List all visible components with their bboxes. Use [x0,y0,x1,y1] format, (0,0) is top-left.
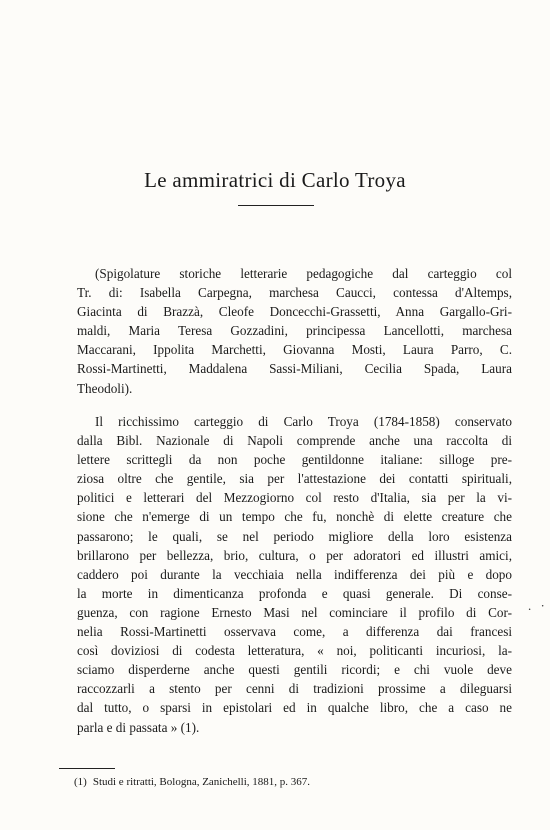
body-line: sione che n'emerge di un tempo che fu, nonchè di elette creature che [77,509,512,525]
body-line: raccozzarli a stento per cenni di tradizioni prossime a dileguarsi [77,681,512,697]
body-line: così doviziosi di codesta letteratura, « noi, politicanti incuriosi, la- [77,643,512,659]
footnote-text: Studi e ritratti, Bologna, Zanichelli, 1881, p. 367. [92,776,311,788]
margin-mark: . · [528,598,548,613]
body-paragraph [77,412,512,737]
body-line: passarono; le quali, se nel periodo migliore della loro esistenza [77,528,512,544]
body-line: guenza, con ragione Ernesto Masi nel cominciare il profilo di Cor- [77,604,512,620]
footnote-marker: (1) [74,776,87,788]
body-line: politici e letterari del Mezzogiorno col resto d'Italia, sia per la vi- [77,490,512,506]
intro-line: Theodoli). [77,380,133,396]
body-line: lettere scrittegli da non poche gentildonne italiane: silloge pre- [77,452,512,468]
chapter-title: Le ammiratrici di Carlo Troya [144,168,406,192]
intro-line: Maccarani, Ippolita Marchetti, Giovanna Mosti, Laura Parro, C. [77,342,512,358]
title-rule [238,205,314,206]
intro-paragraph [77,264,512,398]
body-line: la morte in dimenticanza profonda e quasi generale. Di conse- [77,585,512,601]
intro-line: maldi, Maria Teresa Gozzadini, principessa Lancellotti, marchesa [77,323,512,339]
body-line: brillarono per bellezza, brio, cultura, o per adoratori ed illustri amici, [77,547,512,563]
footnote-rule [59,768,115,769]
intro-line: Tr. di: Isabella Carpegna, marchesa Caucci, contessa d'Altemps, [77,285,512,301]
footnote [74,776,310,788]
body-line: ziosa oltre che gentile, sia per l'attestazione dei contatti spirituali, [77,471,512,487]
intro-line: Rossi-Martinetti, Maddalena Sassi-Miliani, Cecilia Spada, Laura [77,361,512,377]
body-line: Il ricchissimo carteggio di Carlo Troya (1784-1858) conservato [95,414,512,429]
intro-line: (Spigolature storiche letterarie pedagogiche dal carteggio col [95,266,512,281]
body-line: nelia Rossi-Martinetti osservava come, a differenza dai francesi [77,624,512,640]
body-line: caddero poi durante la vecchiaia nella indifferenza dei più e dopo [77,566,512,582]
body-line: parla e di passata » (1). [77,719,200,735]
body-line: sciamo disperderne anche questi gentili ricordi; e chi vuole deve [77,662,512,678]
intro-line: Giacinta di Brazzà, Cleofe Doncecchi-Grassetti, Anna Gargallo-Gri- [77,304,512,320]
body-line: dalla Bibl. Nazionale di Napoli comprende anche una raccolta di [77,433,512,449]
body-line: dal tutto, o sparsi in epistolari ed in qualche libro, che a caso ne [77,700,512,716]
